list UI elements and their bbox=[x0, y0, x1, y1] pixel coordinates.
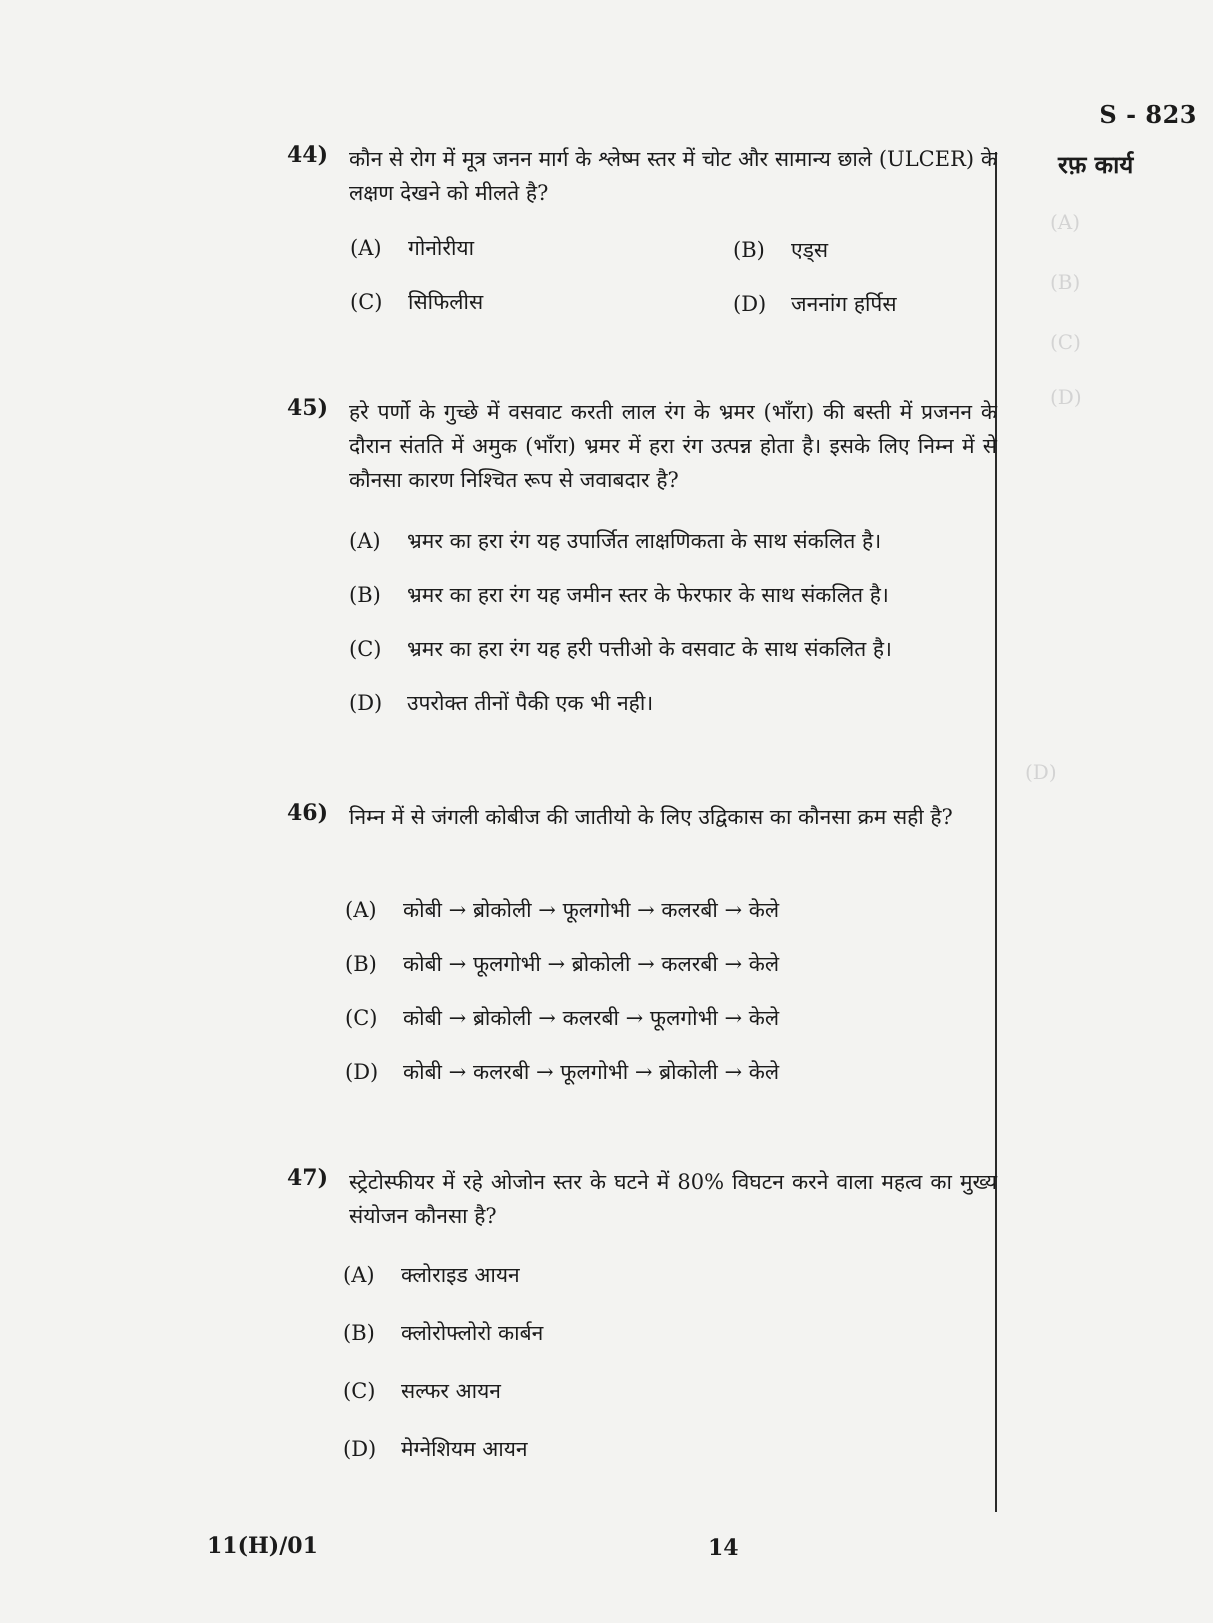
question-text: स्ट्रेटोस्फीयर में रहे ओजोन स्तर के घटने में 80% विघटन करने वाला महत्व का मुख्य संयोजन कौनसा है? bbox=[349, 1170, 997, 1228]
option-a bbox=[343, 1261, 520, 1289]
option-label: (C) bbox=[350, 290, 383, 314]
question-46 bbox=[287, 800, 997, 1084]
bleed-through-mark: (D) bbox=[1025, 760, 1057, 784]
bleed-through-mark: (C) bbox=[1050, 330, 1081, 354]
option-label: (D) bbox=[345, 1060, 379, 1084]
option-text: भ्रमर का हरा रंग यह उपार्जित लाक्षणिकता के साथ संकलित है। bbox=[407, 529, 882, 553]
rough-work-label: रफ़ कार्य bbox=[1058, 150, 1134, 179]
option-label: (B) bbox=[349, 583, 381, 607]
option-label: (D) bbox=[733, 292, 767, 316]
option-text: क्लोराइड आयन bbox=[401, 1263, 520, 1287]
bleed-through-mark: (B) bbox=[1050, 270, 1081, 294]
footer-paper-code: 11(H)/01 bbox=[207, 1533, 318, 1559]
option-text: जननांग हर्पिस bbox=[791, 292, 897, 316]
option-label: (D) bbox=[349, 691, 383, 715]
option-text: उपरोक्त तीनों पैकी एक भी नही। bbox=[407, 691, 654, 715]
option-c bbox=[345, 1004, 779, 1032]
option-label: (C) bbox=[345, 1006, 378, 1030]
option-text: गोनोरीया bbox=[408, 236, 475, 260]
option-label: (A) bbox=[350, 236, 382, 260]
option-b bbox=[345, 950, 779, 978]
question-number: 47) bbox=[287, 1165, 329, 1191]
option-c bbox=[343, 1377, 501, 1405]
question-text: कौन से रोग में मूत्र जनन मार्ग के श्लेष्म स्तर में चोट और सामान्य छाले (ULCER) के लक्षण देखने को मीलते है? bbox=[349, 147, 997, 205]
option-text: एड्स bbox=[791, 238, 829, 262]
option-text: कोबी → ब्रोकोली → फूलगोभी → कलरबी → केले bbox=[403, 898, 780, 922]
option-label: (B) bbox=[733, 238, 765, 262]
option-b bbox=[733, 236, 828, 264]
option-text: कोबी → फूलगोभी → ब्रोकोली → कलरबी → केले bbox=[403, 952, 780, 976]
option-text: भ्रमर का हरा रंग यह जमीन स्तर के फेरफार के साथ संकलित है। bbox=[407, 583, 889, 607]
question-text: निम्न में से जंगली कोबीज की जातीयो के लिए उद्विकास का कौनसा क्रम सही है? bbox=[349, 805, 953, 829]
question-47 bbox=[287, 1165, 997, 1461]
question-number: 45) bbox=[287, 395, 329, 421]
option-text: कोबी → कलरबी → फूलगोभी → ब्रोकोली → केले bbox=[403, 1060, 780, 1084]
option-a bbox=[350, 234, 474, 262]
option-a bbox=[345, 896, 779, 924]
option-d bbox=[345, 1058, 779, 1086]
question-44 bbox=[287, 142, 997, 316]
option-text: कोबी → ब्रोकोली → कलरबी → फूलगोभी → केले bbox=[403, 1006, 780, 1030]
option-text: सिफिलीस bbox=[408, 290, 484, 314]
option-text: मेग्नेशियम आयन bbox=[401, 1437, 528, 1461]
option-text: सल्फर आयन bbox=[401, 1379, 501, 1403]
option-c bbox=[350, 288, 483, 316]
question-45 bbox=[287, 395, 997, 715]
option-c bbox=[349, 635, 892, 663]
question-number: 44) bbox=[287, 142, 329, 168]
option-label: (D) bbox=[343, 1437, 377, 1461]
option-text: भ्रमर का हरा रंग यह हरी पत्तीओ के वसवाट के साथ संकलित है। bbox=[407, 637, 893, 661]
option-d bbox=[343, 1435, 528, 1463]
page-number: 14 bbox=[708, 1535, 739, 1561]
option-label: (C) bbox=[343, 1379, 376, 1403]
paper-code: S - 823 bbox=[1099, 100, 1197, 129]
option-d bbox=[733, 290, 897, 318]
option-b bbox=[343, 1319, 543, 1347]
question-number: 46) bbox=[287, 800, 329, 826]
option-label: (A) bbox=[345, 898, 377, 922]
option-label: (A) bbox=[349, 529, 381, 553]
question-text: हरे पर्णो के गुच्छे में वसवाट करती लाल रंग के भ्रमर (भाँरा) की बस्ती में प्रजनन के दौरान संतति में अमुक (भाँरा) भ्रमर में हरा रंग उत्पन्न होता है। इसके लिए निम्न में से कौनसा कारण निश्चित रूप से जवाबदार है? bbox=[349, 400, 997, 492]
option-d bbox=[349, 689, 653, 717]
bleed-through-mark: (A) bbox=[1050, 210, 1081, 234]
bleed-through-mark: (D) bbox=[1050, 385, 1082, 409]
option-text: क्लोरोफ्लोरो कार्बन bbox=[401, 1321, 544, 1345]
option-label: (C) bbox=[349, 637, 382, 661]
option-label: (B) bbox=[343, 1321, 375, 1345]
option-b bbox=[349, 581, 889, 609]
option-label: (A) bbox=[343, 1263, 375, 1287]
option-label: (B) bbox=[345, 952, 377, 976]
option-a bbox=[349, 527, 881, 555]
